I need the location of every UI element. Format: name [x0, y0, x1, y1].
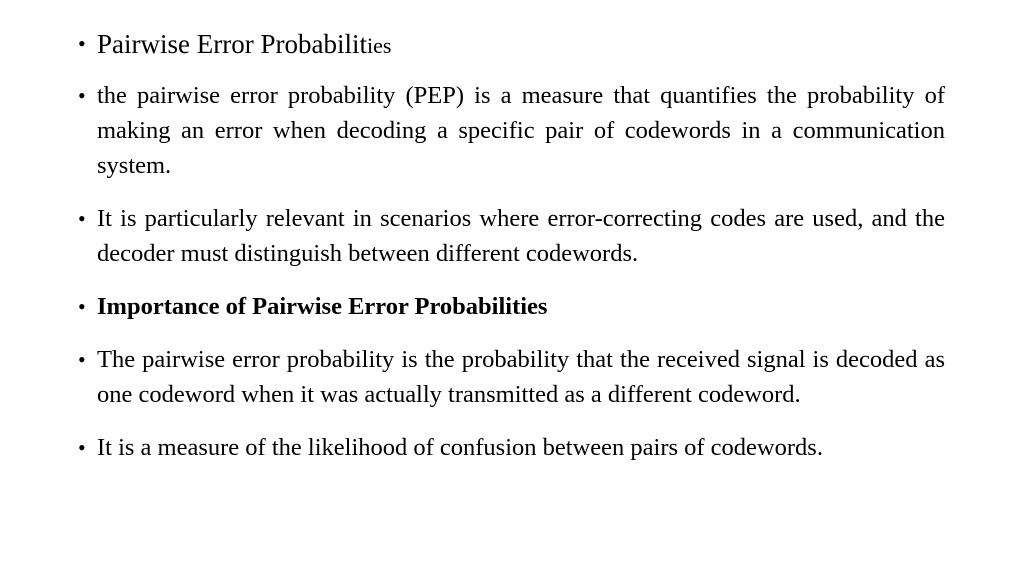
- bullet-text: It is a measure of the likelihood of confusion between pairs of codewords.: [97, 434, 823, 461]
- bullet-marker: •: [78, 435, 86, 460]
- bullet-pep-explanation: [78, 342, 945, 412]
- bullet-marker: •: [78, 31, 86, 56]
- bullet-importance-heading: [78, 289, 945, 324]
- bullet-relevance: [78, 201, 945, 271]
- title-text-suffix: ies: [366, 33, 392, 58]
- bullet-marker: •: [78, 206, 86, 231]
- bullet-text: Importance of Pairwise Error Probabilities: [97, 293, 548, 320]
- bullet-marker: •: [78, 294, 86, 319]
- bullet-marker: •: [78, 347, 86, 372]
- title-text: Pairwise Error Probabilit: [97, 29, 367, 59]
- bullet-text: It is particularly relevant in scenarios where error-correcting codes are used, and the decoder must distinguish between different codewords.: [97, 205, 945, 267]
- bullet-list: [78, 24, 945, 465]
- bullet-likelihood: [78, 430, 945, 465]
- bullet-marker: •: [78, 83, 86, 108]
- bullet-text: the pairwise error probability (PEP) is a measure that quantifies the probability of making an error when decoding a specific pair of codewords in a communication system.: [97, 82, 945, 179]
- bullet-text: The pairwise error probability is the probability that the received signal is decoded as one codeword when it was actually transmitted as a different codeword.: [97, 346, 945, 408]
- bullet-title: [78, 24, 945, 66]
- bullet-pep-definition: [78, 78, 945, 183]
